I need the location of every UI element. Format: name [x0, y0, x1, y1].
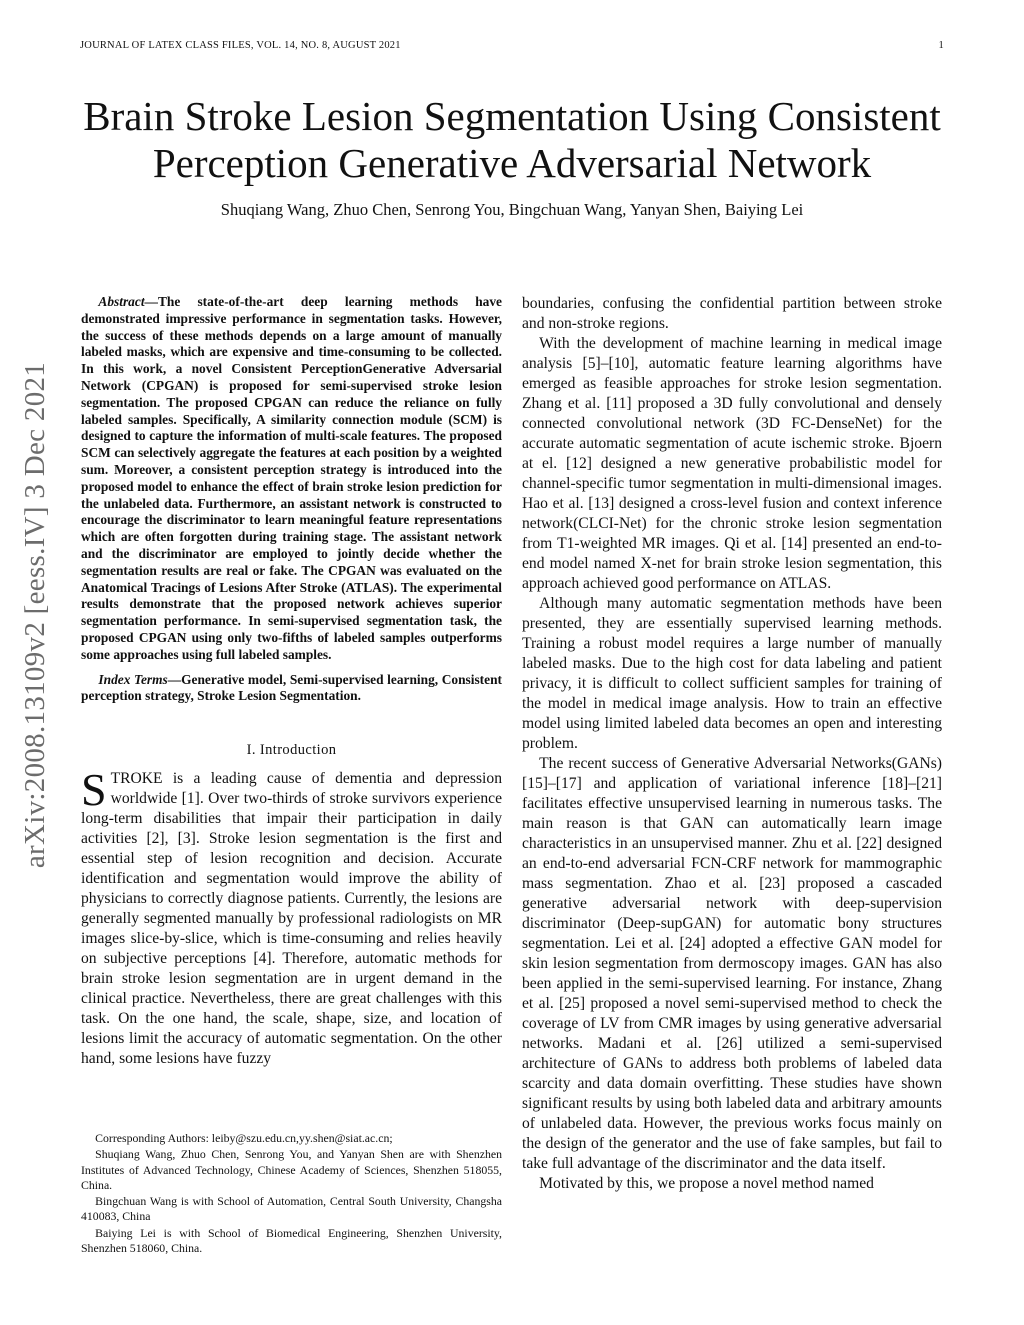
left-column [81, 294, 502, 1069]
intro-paragraph-1-text: TROKE is a leading cause of dementia and depression worldwide [1]. Over two-thirds of stroke survivors experience long-term disabilities that impair their participation in daily activities [2], [3]. Stroke lesion segmentation is the first and essential step of lesion recognition and decision. Accurate identification and segmentation would improve the ability of physicians to correctly diagnose patients. Currently, the lesions are generally segmented manually by professional radiologists on MR images slice-by-slice, which is time-consuming and relies heavily on subjective perceptions [4]. Therefore, automatic methods for brain stroke lesion segmentation are in urgent demand in the clinical practice. Nevertheless, there are great challenges with this task. On the one hand, the scale, shape, size, and location of lesions limit the accuracy of automatic segmentation. On the other hand, some lesions have fuzzy [81, 770, 502, 1068]
section-heading-introduction: I. Introduction [246, 742, 337, 759]
abstract-text: —The state-of-the-art deep learning methods have demonstrated impressive performance in segmentation tasks. However, the success of these methods depends on a large amount of manually labeled masks, which are expensive and time-consuming to be collected. In this work, a novel Consistent PerceptionGenerative Adversarial Network (CPGAN) is proposed for semi-supervised stroke lesion segmentation. The proposed CPGAN can reduce the reliance on fully labeled samples. Specifically, A similarity connection module (SCM) is designed to capture the information of multi-scale features. The proposed SCM can selectively aggregate the features at each position by a weighted sum. Moreover, a consistent perception strategy is introduced into the proposed model to enhance the effect of brain stroke lesion prediction for the unlabeled data. Furthermore, an assistant network is constructed to encourage the discriminator to learn meaningful feature representations which are often forgotten during training stage. The assistant network and the discriminator are employed to jointly decide whether the segmentation results are real or fake. The CPGAN was evaluated on the Anatomical Tracings of Lesions After Stroke (ATLAS). The experimental results demonstrate that the proposed network achieves superior segmentation performance. In semi-supervised segmentation task, the proposed CPGAN using only two-fifths of labeled samples outperforms some approaches using full labeled samples. [81, 294, 502, 662]
abstract-label: Abstract [98, 294, 145, 309]
page-number: 1 [938, 40, 944, 51]
abstract [81, 294, 502, 664]
footnote-corresponding-authors: Corresponding Authors: leiby@szu.edu.cn,yy.shen@siat.ac.cn; [95, 1131, 393, 1145]
running-head [80, 40, 944, 51]
journal-header: JOURNAL OF LATEX CLASS FILES, VOL. 14, NO. 8, AUGUST 2021 [80, 40, 401, 51]
index-terms-text: —Generative model, Semi-supervised learning, Consistent perception strategy, Stroke Lesion Segmentation. [81, 671, 502, 704]
right-column [522, 294, 942, 1194]
intro-paragraph-1-continued: boundaries, confusing the confidential partition between stroke and non-stroke regions. [522, 295, 942, 332]
intro-paragraph-5: Motivated by this, we propose a novel method named [539, 1175, 874, 1192]
arxiv-identifier-stamp: arXiv:2008.13109v2 [eess.IV] 3 Dec 2021 [19, 361, 51, 869]
footnote-affiliation-csu: Bingchuan Wang is with School of Automation, Central South University, Changsha 410083, China [81, 1194, 502, 1224]
intro-paragraph-2: With the development of machine learning in medical image analysis [5]–[10], automatic feature learning algorithms have emerged as feasible approaches for stroke lesion segmentation. Zhang et al. [11] proposed a 3D fully convolutional and densely connected convolutional network (3D FC-DenseNet) for the accurate automatic segmentation of acute ischemic stroke. Bjoern at el. [12] designed a new generative probabilistic model for channel-specific tumor segmentation in multi-dimensional images. Hao et al. [13] designed a cross-level fusion and context inference network(CLCI-Net) for the chronic stroke lesion segmentation from T1-weighted MR images. Qi et al. [14] presented an end-to-end model named X-net for brain stroke lesion segmentation, this approach achieved good performance on ATLAS. [522, 335, 942, 592]
paper-title: Brain Stroke Lesion Segmentation Using Consistent Perception Generative Adversarial Network [83, 93, 941, 186]
author-list: Shuqiang Wang, Zhuo Chen, Senrong You, Bingchuan Wang, Yanyan Shen, Baiying Lei [220, 200, 804, 219]
footnotes [81, 1131, 502, 1257]
intro-paragraph-3: Although many automatic segmentation methods have been presented, they are essentially supervised learning methods. Training a robust model requires a large number of manually labeled masks. Due to the high cost for data labeling and patient privacy, it is difficult to collect sufficient samples for training of the model in medical image analysis. How to train an effective model using limited labeled data becomes an open and interesting problem. [522, 595, 942, 752]
intro-paragraph-1 [81, 764, 502, 1069]
index-terms [81, 672, 502, 706]
index-terms-label: Index Terms [98, 671, 168, 687]
footnote-affiliation-siat: Shuqiang Wang, Zhuo Chen, Senrong You, and Yanyan Shen are with Shenzhen Institutes of Advanced Technology, Chinese Academy of Sciences, Shenzhen 518055, China. [81, 1147, 502, 1192]
intro-paragraph-4: The recent success of Generative Adversarial Networks(GANs) [15]–[17] and application of variational inference [18]–[21] facilitates effective unsupervised learning in numerous tasks. The main reason is that GAN can automatically learn image characteristics in an unsupervised manner. Zhu et al. [22] designed an end-to-end adversarial FCN-CRF network for mammographic mass segmentation. Zhao et al. [23] proposed a cascaded generative adversarial network with deep-supervision discriminator (Deep-supGAN) for automatic bony structures segmentation. Lei et al. [24] adopted a effective GAN model for skin lesion segmentation from dermoscopy images. GAN has also been applied in the semi-supervised learning. For instance, Zhang et al. [25] proposed a novel semi-supervised method to check the coverage of LV from CMR images by using generative adversarial networks. Madani et al. [26] utilized a semi-supervised architecture of GANs to address both problems of labeled data scarcity and data domain overfitting. These studies have shown significant results by using both labeled data and arbitrary amounts of unlabeled data. However, the previous works focus mainly on the design of the generator and the use of fake samples, but fail to take full advantage of the discriminator and the data itself. [522, 755, 942, 1172]
footnote-affiliation-szu: Baiying Lei is with School of Biomedical Engineering, Shenzhen University, Shenzhen 518060, China. [81, 1225, 502, 1256]
drop-cap: S [81, 764, 107, 816]
